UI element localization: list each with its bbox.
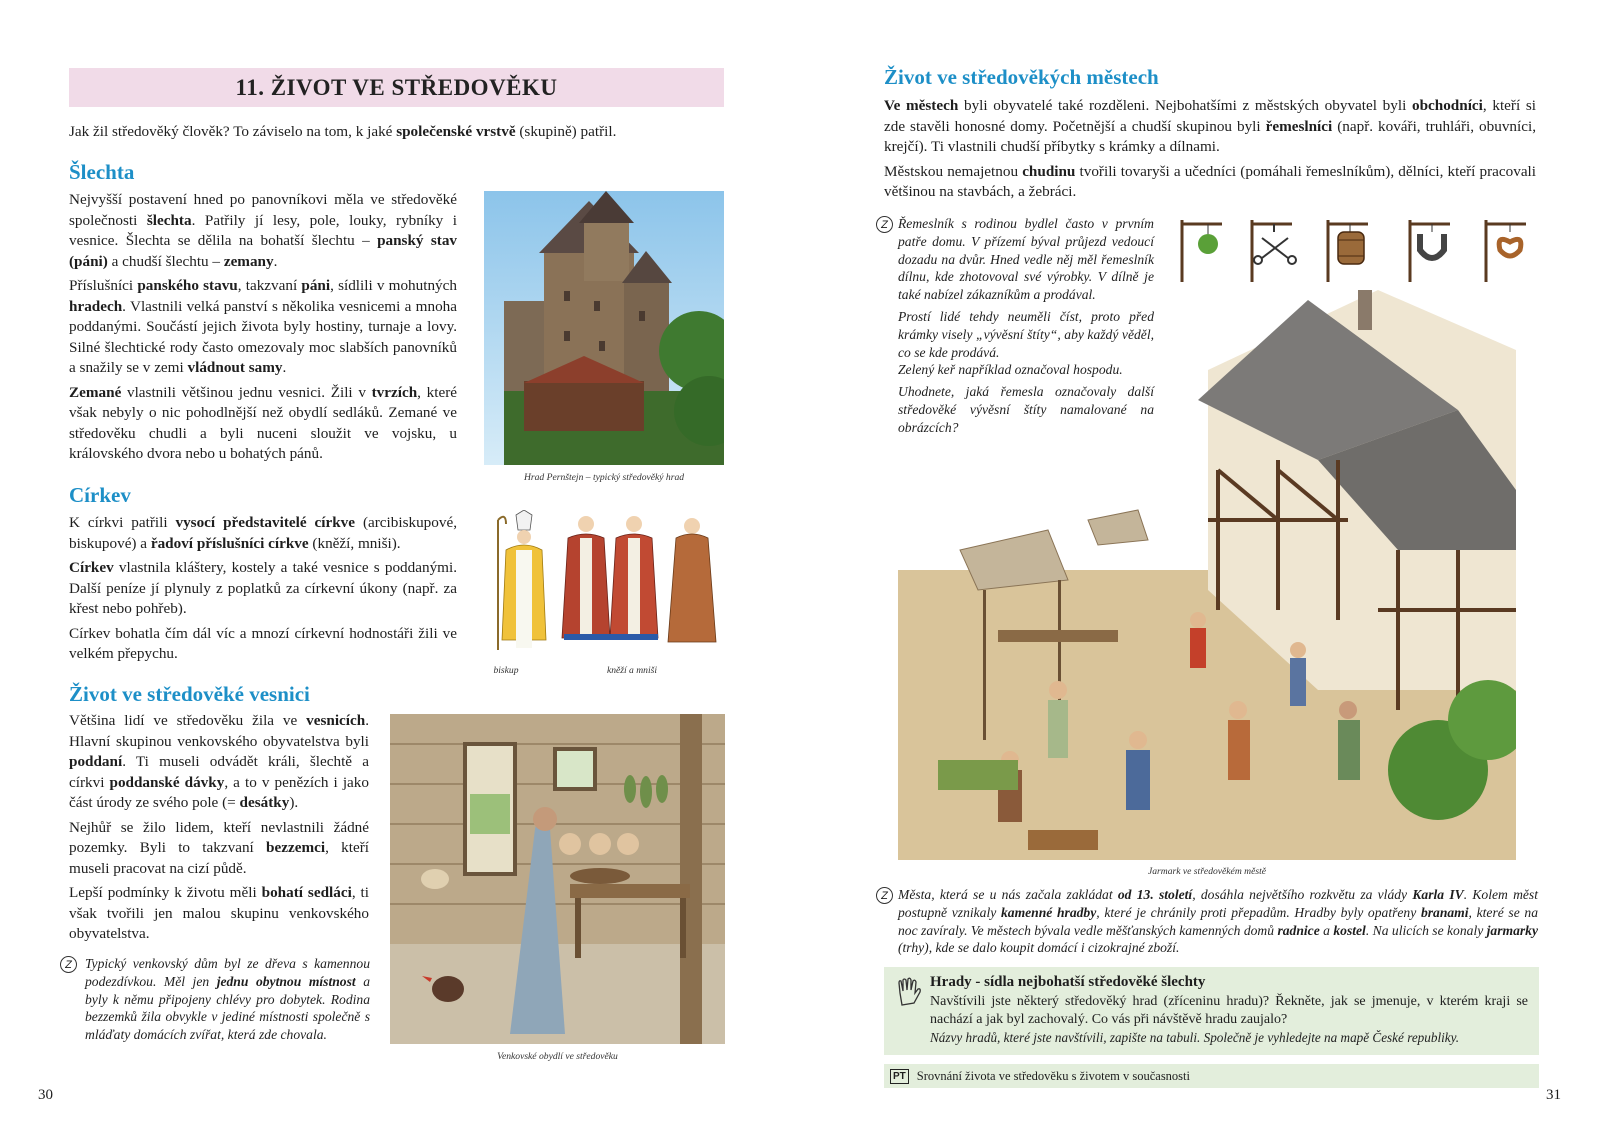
hand-icon — [896, 977, 922, 1007]
slechta-p3: Zemané vlastnili většinou jednu vesnici. Žili v tvrzích, které však nebyly o nic pohodlnější než obydlí sedláků. Zemané ve středověku chudli a byli nuceni sloužit ve vojsku, u královského dvora nebo u bohatých pánů. — [69, 383, 457, 462]
page-number-left: 30 — [38, 1087, 53, 1103]
vesnice-text — [69, 711, 369, 949]
vesnice-p1: Většina lidí ve středověku žila ve vesnicích. Hlavní skupinou venkovského obyvatelstva byli poddaní. Ti museli odvádět králi, šlechtě a církvi poddanské dávky, a to v penězích i jako část úrody ze svého pole (= desátky). — [69, 712, 369, 811]
sign-pretzel — [1499, 224, 1521, 256]
bishop-caption: biskup — [493, 665, 519, 676]
sign-scissors — [1254, 224, 1296, 264]
mesta-p1: Ve městech byli obyvatelé také rozděleni. Nejbohatšími z městských obyvatel byli obchodníci, kteří si zde stavěli honosné domy. Početnější a chudší skupinou byli řemeslníci (např. kováři, truhláři, obuvníci, krejčí). Ti vlastnili chudší příbytky s krámky a dílnami. — [884, 97, 1537, 155]
castles-box-text: Navštívili jste některý středověký hrad (zříceninu hradu)? Řekněte, jak se jmenuje, v kterém kraji se nachází a jak byl zachovalý. Co vás při návštěvě hradu zaujalo? — [930, 994, 1528, 1027]
craftsman-note-p4: Uhodnete, jaká řemesla označovaly další středověké vývěsní štíty namalované na obrázcích? — [898, 384, 1154, 435]
pt-text: Srovnání života ve středověku s životem v současnosti — [916, 1068, 1190, 1083]
craftsman-note-p1: Řemeslník s rodinou bydlel často v prvním patře domu. V přízemí býval průjezd vedoucí dozadu na dvůr. Hned vedle něj měl řemeslník dílnu, kde zhotovoval své výrobky. V dílně je také nabízel zákazníkům a prodával. — [898, 216, 1154, 303]
cities-note-text: Města, která se u nás začala zakládat od 13. století, dosáhla největšího rozkvětu za vlády Karla IV. Kolem měst postupně vznikaly kamenné hradby, které je chránily proti přepadům. Hradby byly opatřeny branami, které se na noc zavíraly. Ve městech bývala vedle měšťanských kamenných domů radnice a kostel. Na ulicích se konaly jarmarky (trhy), kde se dalo koupit domácí i cizokrajné zboží. — [898, 887, 1539, 956]
market-illustration — [898, 290, 1516, 860]
note-z-icon: Z — [876, 216, 893, 233]
heading-vesnice: Život ve středověké vesnici — [69, 682, 310, 706]
clergy-illustration — [486, 510, 726, 660]
heading-cirkev: Církev — [69, 483, 131, 507]
shop-signs — [1178, 218, 1538, 284]
priests-caption: kněží a mniši — [606, 665, 658, 676]
craftsman-note-p3: Zelený keř například označoval hospodu. — [898, 362, 1123, 378]
note-z-icon: Z — [876, 887, 893, 904]
castle-caption: Hrad Pernštejn – typický středověký hrad — [523, 472, 685, 483]
priest-figures — [562, 516, 716, 642]
heading-mesta: Život ve středověkých městech — [884, 65, 1159, 89]
pt-badge: PT — [890, 1069, 909, 1084]
slechta-text — [69, 190, 457, 469]
village-note — [60, 955, 370, 1044]
village-house-illustration — [390, 714, 725, 1044]
cirkev-p2: Církev vlastnila kláštery, kostely a také vesnice s poddanými. Další peníze jí plynuly z poplatků za církevní úkony (např. za křest nebo pohřeb). — [69, 559, 457, 617]
sign-horseshoe — [1420, 224, 1444, 258]
castles-box-title: Hrady - sídla nejbohatší středověké šlechty — [930, 974, 1206, 990]
note-z-icon: Z — [60, 956, 77, 973]
village-note-text: Typický venkovský dům byl ze dřeva s kamennou podezdívkou. Měl jen jednu obytnou místnost a byly k němu připojeny chlévy pro dobytek. Rodina bezzemků žila obvykle v jediné místnosti společně s mláďaty domácích zvířat, která zde chovala. — [85, 956, 371, 1043]
bishop-figure — [498, 510, 546, 650]
vesnice-p3: Lepší podmínky k životu měli bohatí sedláci, ti však tvořili jen malou skupinu venkovského obyvatelstva. — [69, 884, 369, 942]
chapter-title: 11. ŽIVOT VE STŘEDOVĚKU — [235, 74, 558, 100]
mesta-p2: Městskou nemajetnou chudinu tvořili tovaryši a učedníci (pomáhali řemeslníkům), dělníci, kteří pracovali většinou na stavbách, a žebráci. — [884, 162, 1536, 200]
cirkev-p3: Církev bohatla čím dál víc a mnozí církevní hodnostáři žili ve velkém přepychu. — [69, 624, 457, 662]
intro-paragraph: Jak žil středověký člověk? To záviselo na tom, k jaké společenské vrstvě (skupině) patřil. — [69, 123, 617, 140]
mesta-text — [884, 96, 1536, 207]
slechta-p2: Příslušníci panského stavu, takzvaní páni, sídlili v mohutných hradech. Vlastnili velká panství s několika vesnicemi a mnoha poddanými. Součástí jejich života byly hostiny, turnaje a lovy. Silné šlechtické rody často omezovaly moc slabších panovníků a snažily se v zemi vládnout samy. — [69, 277, 457, 376]
pt-bar — [884, 1064, 1539, 1088]
castles-box-italic: Názvy hradů, které jste navštívili, zapište na tabuli. Společně je vyhledejte na mapě České republiky. — [930, 1030, 1460, 1045]
sign-barrel — [1338, 224, 1364, 264]
cirkev-p1: K církvi patřili vysocí představitelé církve (arcibiskupové, biskupové) a řadoví příslušníci církve (kněží, mniši). — [69, 514, 457, 552]
vesnice-p2: Nejhůř se žilo lidem, kteří nevlastnili žádné pozemky. Byli to takzvaní bezzemci, kteří museli pracovat na cizí půdě. — [69, 818, 369, 877]
craftsman-note-p2: Prostí lidé tehdy neuměli číst, proto před krámky visely „vývěsní štíty“, aby každý věděl, co se kde prodává. — [898, 308, 1154, 360]
slechta-p1: Nejvyšší postavení hned po panovníkovi měla ve středověké společnosti šlechta. Patřily jí lesy, pole, louky, rybníky i vesnice. Šlechta se dělila na bohatší šlechtu – panský stav (páni) a chudší šlechtu – zemany. — [69, 191, 458, 270]
heading-slechta: Šlechta — [69, 160, 135, 184]
page-number-right: 31 — [1546, 1087, 1561, 1103]
cirkev-text — [69, 513, 457, 669]
castle-photo — [484, 191, 724, 465]
sign-bush — [1198, 224, 1218, 254]
village-caption: Venkovské obydlí ve středověku — [497, 1051, 618, 1062]
castles-task-box — [884, 967, 1539, 1055]
market-caption: Jarmark ve středověkém městě — [1147, 866, 1266, 877]
cities-note — [876, 886, 1538, 957]
chapter-title-band — [69, 68, 724, 107]
